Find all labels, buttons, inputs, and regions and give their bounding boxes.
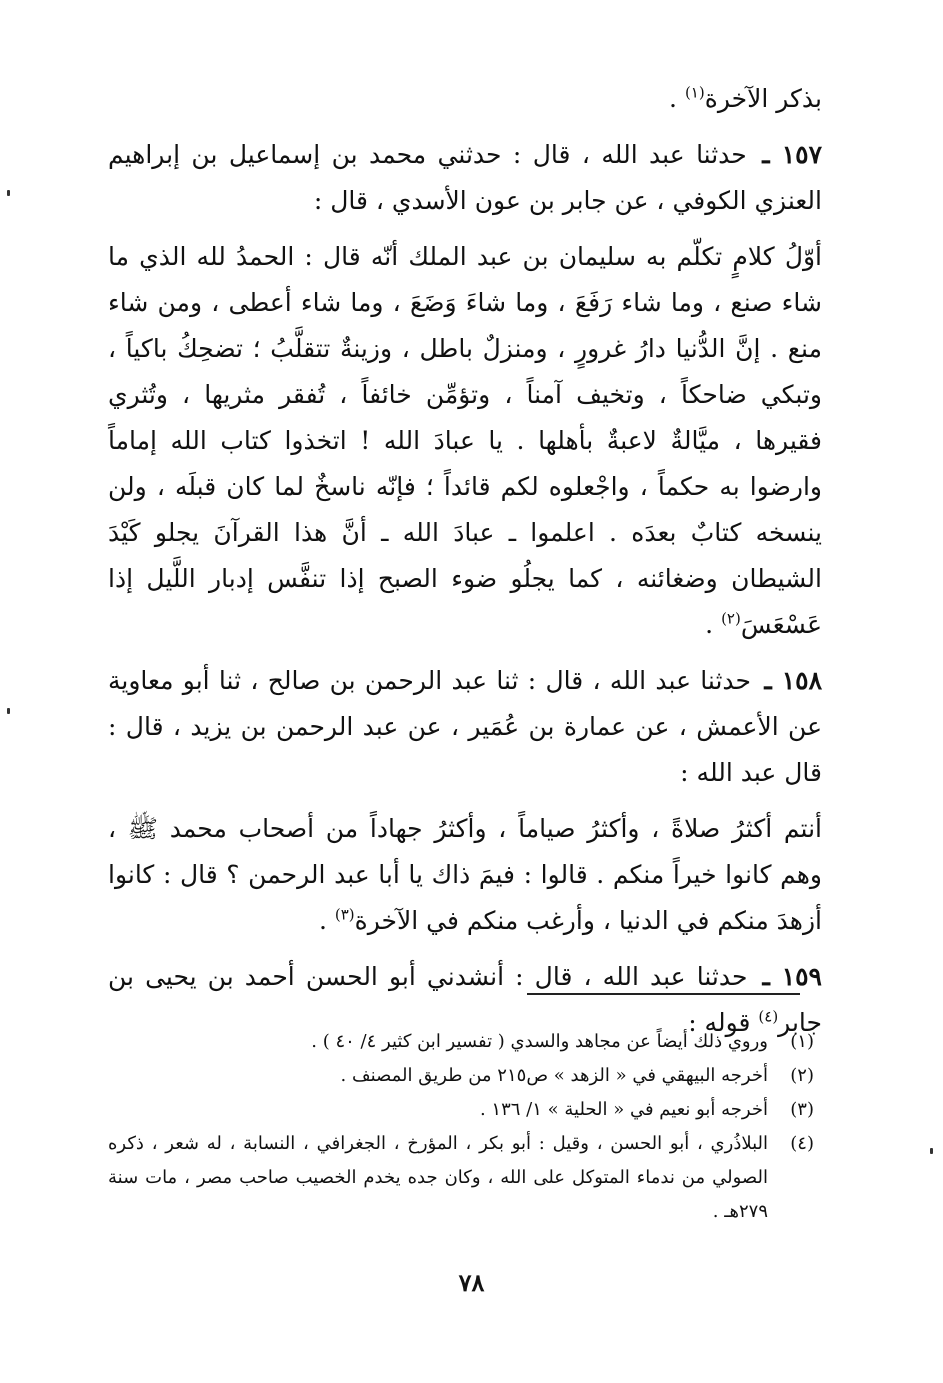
footnote-mark: (٢) bbox=[790, 1065, 814, 1086]
page-number: ٧٨ bbox=[458, 1268, 485, 1297]
narration-number: ١٥٨ ـ bbox=[764, 666, 823, 695]
main-text bbox=[108, 76, 822, 1056]
footnote-text: البلاذُري ، أبو الحسن ، وقيل : أبو بكر ، المؤرخ ، الجغرافي ، النسابة ، له شعر ، ذكره الصولي من ندماء المتوكل على الله ، وكان جده يخدم الخصيب صاحب مصر ، مات سنة ٢٧٩هـ . bbox=[108, 1133, 768, 1222]
footnote-item bbox=[108, 1059, 814, 1093]
paragraph-text: أنتم أكثرُ صلاةً ، وأكثرُ صياماً ، وأكثرُ جهاداً من أصحاب محمد ﷺ ، وهم كانوا خيراً منكم . قالوا : فيمَ ذاك يا أبا عبد الرحمن ؟ قال : كانوا أزهدَ منكم في الدنيا ، وأرغب منكم في الآخرة bbox=[108, 814, 822, 935]
paragraph-text: حدثنا عبد الله ، قال : ثنا عبد الرحمن بن صالح ، ثنا أبو معاوية عن الأعمش ، عن عمارة بن عُمَير ، عن عبد الرحمن بن يزيد ، قال : قال عبد الله : bbox=[108, 666, 822, 787]
paragraph-text: أوّلُ كلامٍ تكلّم به سليمان بن عبد الملك أنّه قال : الحمدُ لله الذي ما شاء صنع ، وما شاء رَفَعَ ، وما شاءَ وَضَعَ ، وما شاء أعطى ، ومن شاء منع . إنَّ الدُّنيا دارُ غرورٍ ، ومنزلٌ باطل ، وزينةٌ تتقلَّبُ ؛ تضحِكُ باكياً ، وتبكي ضاحكاً ، وتخيف آمناً ، وتؤمِّن خائفاً ، تُفقر مثريها ، وتُثري فقيرها ، ميَّالةٌ لاعبةٌ بأهلها . يا عبادَ الله ! اتخذوا كتاب الله إماماً وارضوا به حكماً ، واجْعلوه لكم قائداً ؛ فإنّه ناسخٌ لما كان قبلَه ، ولن ينسخه كتابٌ بعدَه . اعلموا ـ عبادَ الله ـ أنَّ هذا القرآنَ يجلو كَيْدَ الشيطان وضغائنه ، كما يجلُو ضوء الصبح إذا تنفَّس إدبار اللَّيل إذا عَسْعَسَ bbox=[108, 242, 822, 639]
narration-number: ١٥٧ ـ bbox=[762, 140, 823, 169]
scan-mark bbox=[7, 190, 10, 196]
paragraph-text: بذكر الآخرة bbox=[704, 84, 822, 113]
footnote-item bbox=[108, 1127, 814, 1229]
footnote-separator bbox=[527, 993, 800, 995]
footnote-ref[interactable]: (١) bbox=[684, 83, 705, 102]
narration-157 bbox=[108, 132, 822, 224]
footnote-item bbox=[108, 1093, 814, 1127]
footnote-item bbox=[108, 1025, 814, 1059]
narration-158 bbox=[108, 658, 822, 796]
paragraph-text: حدثنا عبد الله ، قال : أنشدني أبو الحسن أحمد بن يحيى بن جابر bbox=[108, 962, 822, 1037]
paragraph-tail: . bbox=[705, 610, 722, 639]
narration-number: ١٥٩ ـ bbox=[762, 962, 822, 991]
narration-158-body bbox=[108, 806, 822, 944]
scan-mark bbox=[7, 708, 10, 714]
scan-mark bbox=[930, 1148, 933, 1154]
narration-157-body bbox=[108, 234, 822, 648]
footnote-ref[interactable]: (٢) bbox=[721, 609, 741, 628]
footnote-ref[interactable]: (٤) bbox=[758, 1007, 779, 1026]
footnote-mark: (٤) bbox=[790, 1133, 814, 1154]
footnote-text: أخرجه البيهقي في « الزهد » ص٢١٥ من طريق المصنف . bbox=[340, 1065, 768, 1086]
footnotes bbox=[108, 1025, 814, 1229]
footnote-mark: (١) bbox=[790, 1031, 814, 1052]
paragraph-tail: . bbox=[318, 906, 335, 935]
footnote-text: أخرجه أبو نعيم في « الحلية » ١/ ١٣٦ . bbox=[479, 1099, 768, 1120]
paragraph-tail: قوله : bbox=[688, 1008, 759, 1037]
paragraph-continuation bbox=[108, 76, 822, 122]
footnote-text: وروي ذلك أيضاً عن مجاهد والسدي ( تفسير ابن كثير ٤/ ٤٠ ) . bbox=[311, 1031, 768, 1052]
footnote-ref[interactable]: (٣) bbox=[334, 905, 355, 924]
paragraph-tail: . bbox=[669, 84, 685, 113]
paragraph-text: حدثنا عبد الله ، قال : حدثني محمد بن إسماعيل بن إبراهيم العنزي الكوفي ، عن جابر بن عون الأسدي ، قال : bbox=[108, 140, 822, 215]
footnote-mark: (٣) bbox=[790, 1099, 814, 1120]
